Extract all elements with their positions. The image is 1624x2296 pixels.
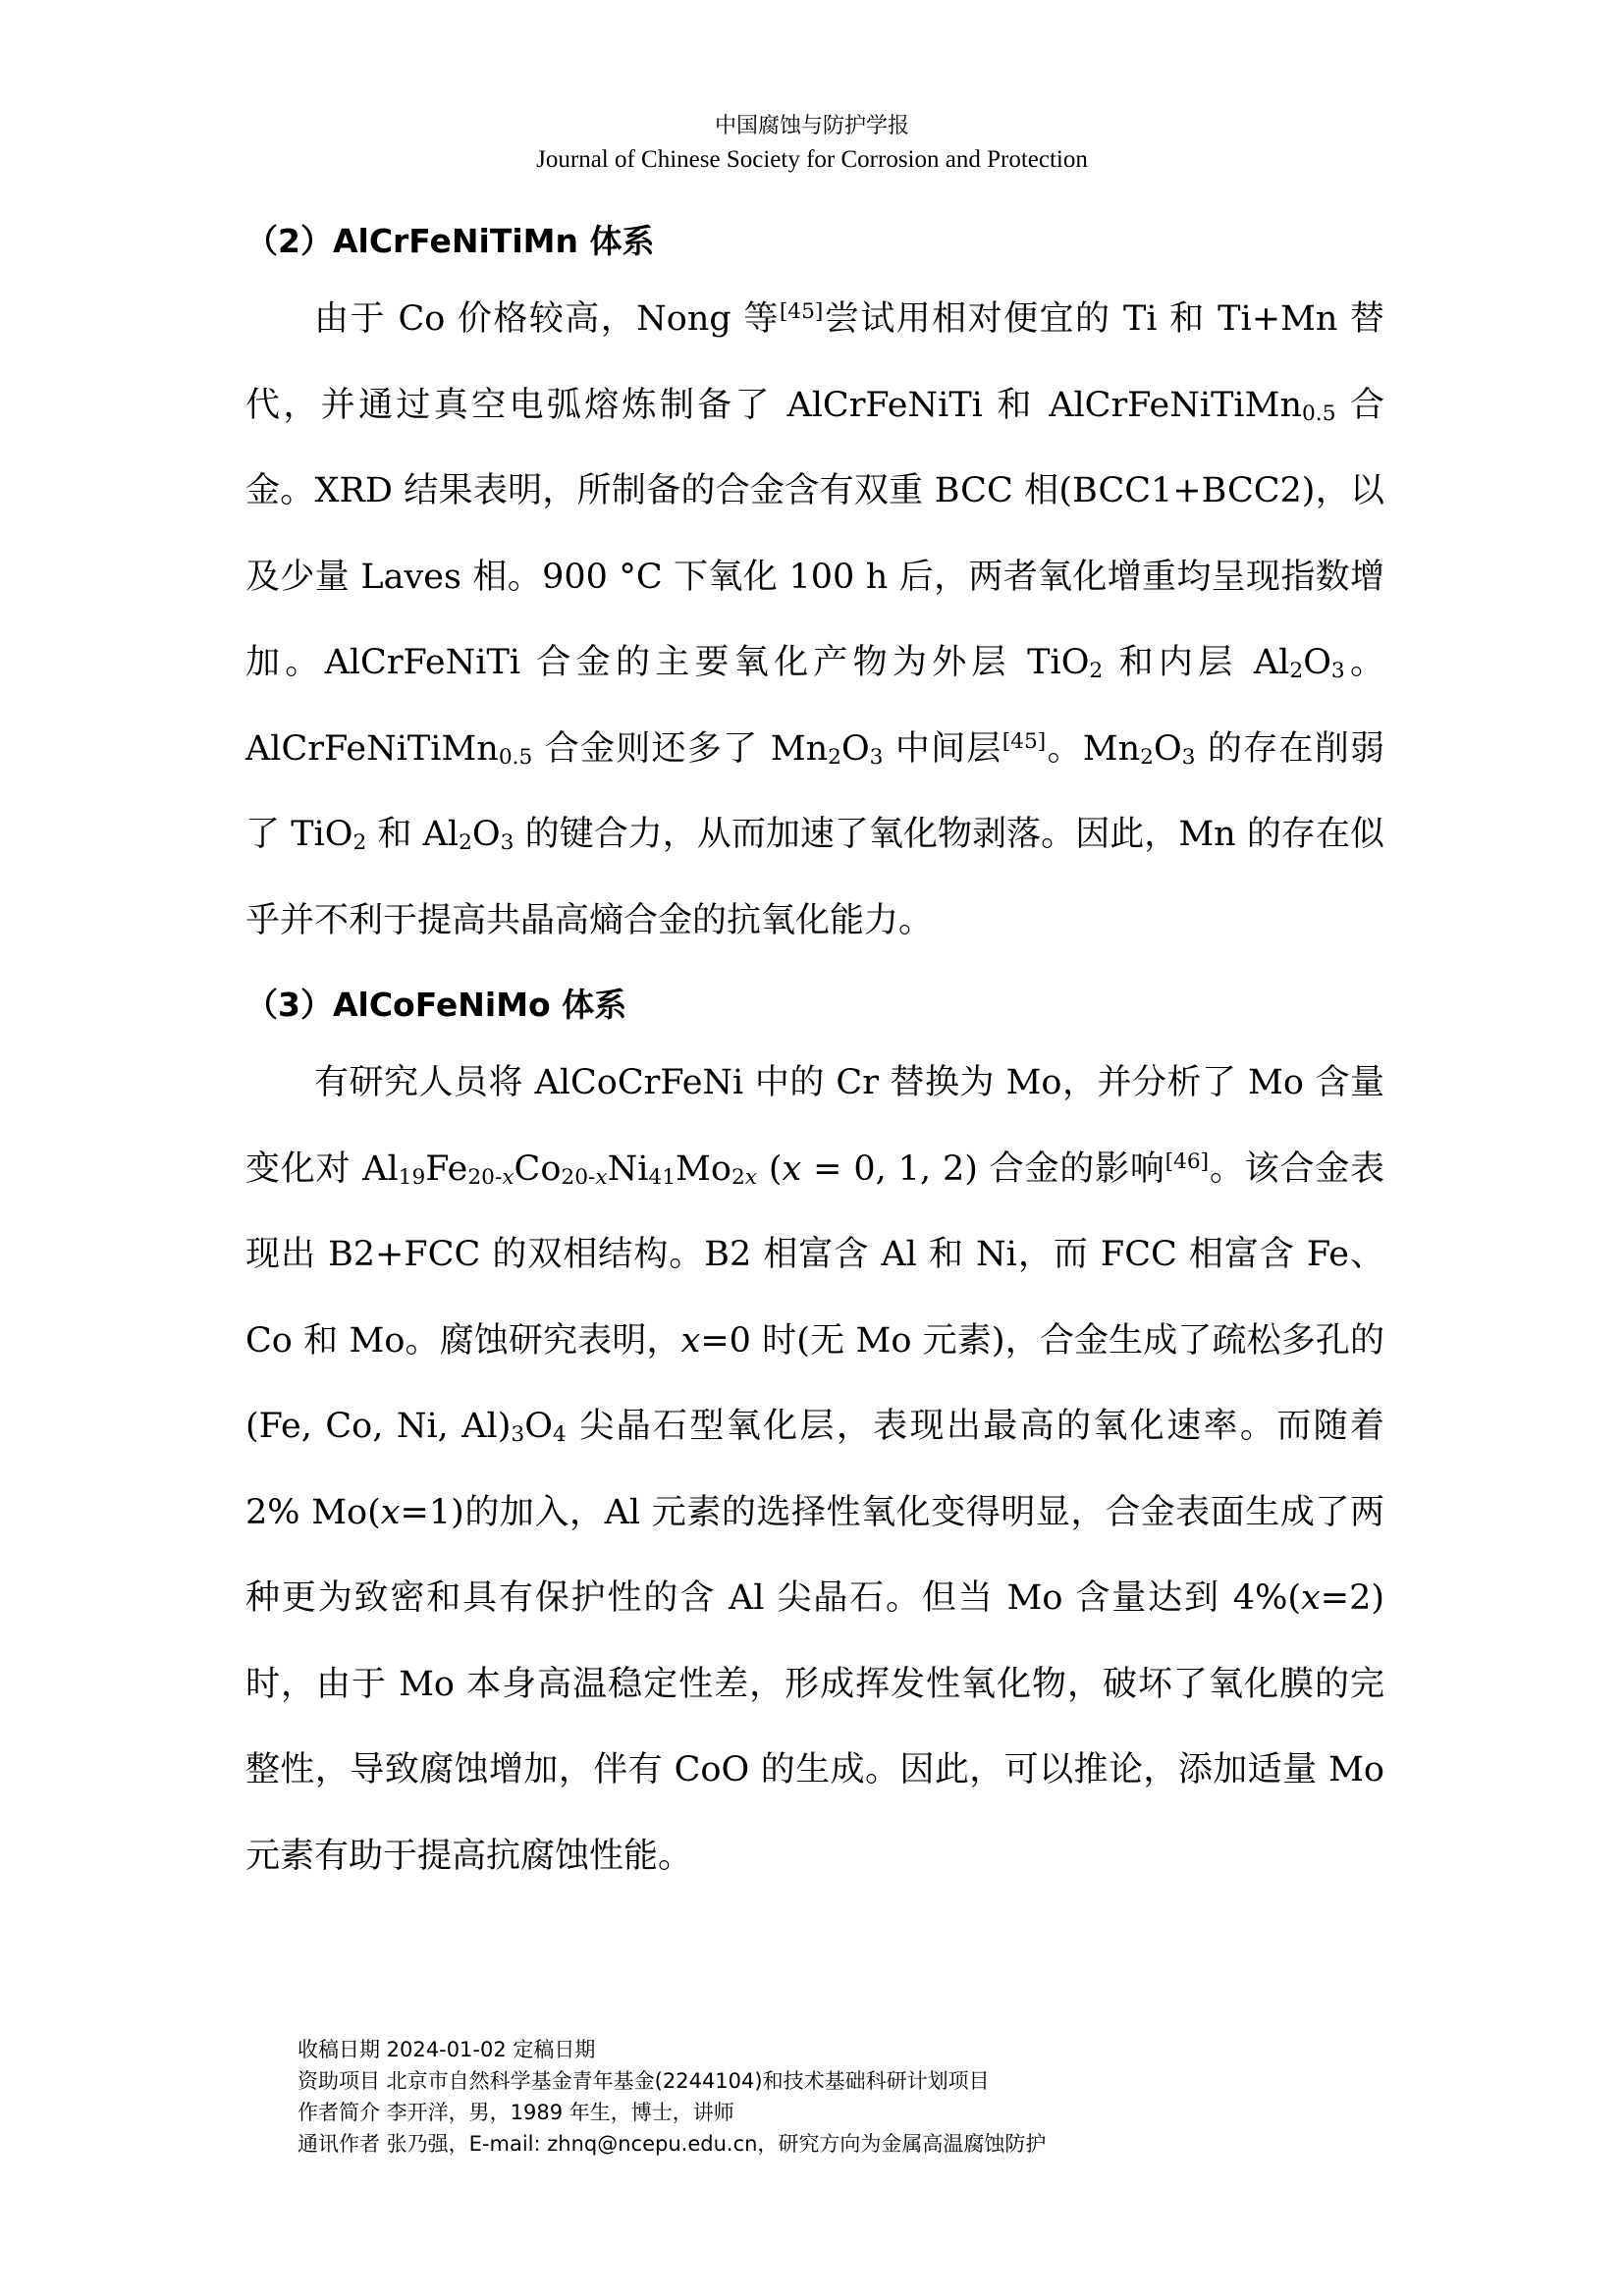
article-body bbox=[245, 206, 1384, 1899]
journal-title-chinese: 中国腐蚀与防护学报 bbox=[714, 114, 909, 138]
section-heading-alcofenimo: （3）AlCoFeNiMo 体系 bbox=[245, 986, 627, 1024]
paragraph-alcrfenitimn: 由于 Co 价格较高，Nong 等[45]尝试用相对便宜的 Ti 和 Ti+Mn 替代，并通过真空电弧熔炼制备了 AlCrFeNiTi 和 AlCrFeNiTiMn$_{0.5}$ 合金。XRD 结果表明，所制备的合金含有双重 BCC 相(BCC1+BCC2)，以及少量 Laves 相。900 °C 下氧化 100 h 后，两者氧化增重均呈现指数增加。AlCrFeNiTi 合金的主要氧化产物为外层 TiO$_2$ 和内层 $Al_2O_3$。AlCrFeNiTiMn$_{0.5}$ 合金则还多了 $Mn_2O_3$ 中间层[45]。$Mn_2O_3$ 的存在削弱了 TiO$_2$ 和 $Al_2O_3$ 的键合力，从而加速了氧化物剥落。因此，Mn 的存在似乎并不利于提高共晶高熵合金的抗氧化能力。 bbox=[245, 299, 1384, 940]
footnote-received-date: 收稿日期 2024-01-02 定稿日期 bbox=[298, 2038, 596, 2061]
footnote-author-bio: 作者简介 李开洋，男，1989 年生，博士，讲师 bbox=[298, 2101, 734, 2124]
footnote-funding: 资助项目 北京市自然科学基金青年基金(2244104)和技术基础科研计划项目 bbox=[298, 2069, 990, 2093]
footnote-corresponding-author: 通讯作者 张乃强，E-mail: zhnq@ncepu.edu.cn，研究方向为金属高温腐蚀防护 bbox=[298, 2132, 1047, 2156]
journal-title-english: Journal of Chinese Society for Corrosion and Protection bbox=[536, 146, 1088, 173]
journal-header bbox=[0, 110, 1624, 177]
paragraph-alcofenimo: 有研究人员将 AlCoCrFeNi 中的 Cr 替换为 Mo，并分析了 Mo 含量变化对 $Al_{19}Fe_{20-x}Co_{20-x}Ni_{41}Mo_{2x}$ (x = 0, 1, 2) 合金的影响[46]。该合金表现出 B2+FCC 的双相结构。B2 相富含 Al 和 Ni，而 FCC 相富含 Fe、Co 和 Mo。腐蚀研究表明，x=0 时(无 Mo 元素)，合金生成了疏松多孔的(Fe, Co, Ni, $Al)_3O_4$ 尖晶石型氧化层，表现出最高的氧化速率。而随着 2% Mo(x=1)的加入，Al 元素的选择性氧化变得明显，合金表面生成了两种更为致密和具有保护性的含 Al 尖晶石。但当 Mo 含量达到 4%(x=2)时，由于 Mo 本身高温稳定性差，形成挥发性氧化物，破坏了氧化膜的完整性，导致腐蚀增加，伴有 CoO 的生成。因此，可以推论，添加适量 Mo 元素有助于提高抗腐蚀性能。 bbox=[245, 1063, 1384, 1876]
footnotes bbox=[298, 2034, 1046, 2160]
section-heading-alcrfenitimn: （2）AlCrFeNiTiMn 体系 bbox=[245, 222, 655, 260]
